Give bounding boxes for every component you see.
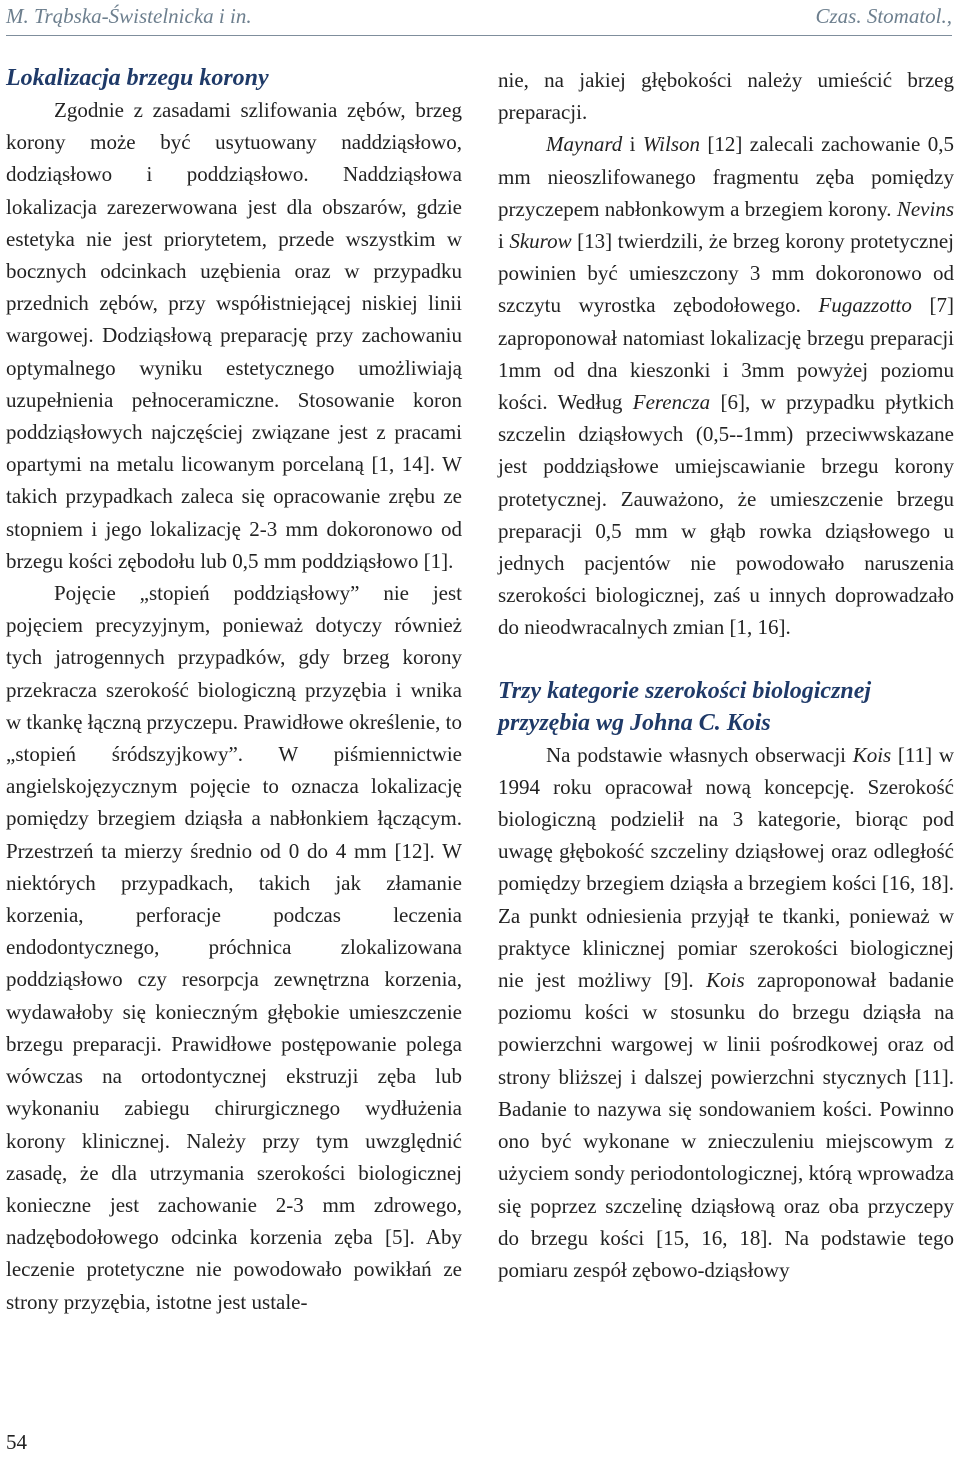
text-run: i — [622, 132, 643, 157]
running-header-journal: Czas. Stomatol., — [815, 4, 952, 28]
heading-line: Trzy kategorie szerokości biologicznej — [498, 677, 872, 704]
paragraph: Pojęcie „stopień poddziąsłowy” nie jest pojęciem precyzyjnym, ponieważ dotyczy również tych jatrogennych przypadków, gdy brzeg korony przekracza szerokość biologiczną przyzębia i wnika w tkankę łączną przyczepu. Prawidłowe określenie, to „stopień śródszyjkowy”. W piśmiennictwie angielskojęzycznym pojęcie to oznacza lokalizację pomiędzy brzegiem dziąsła a nabłonkiem łączącym. Przestrzeń ta mierzy średnio od 0 do 4 mm [12]. W niektórych przypadkach, takich jak złamanie korzenia, perforacje podczas leczenia endodontycznego, próchnica zlokalizowana poddziąsłowo czy resorpcja zewnętrzna korzenia, wydawałoby się konieczným głębokie umieszczenie brzegu preparacji. Prawidłowe postępowanie polega wówczas na ortodontycznej ekstruzji zęba lub wykonaniu zabiegu chirurgicznego wydłużenia korony klinicznej. Należy przy tym uwzględnić zasadę, że dla utrzymania szerokości biologicznej konieczne jest zachowanie 2-3 mm zdrowego, nadzębodołowego odcinka korzenia zęba [5]. Aby leczenie protetyczne nie powodowało powikłań ze strony przyzębia, istotne jest ustale- — [6, 581, 462, 1314]
running-header-authors: M. Trąbska-Świstelnicka i in. — [6, 4, 252, 28]
text-run: [6], w przypadku płytkich szczelin dziąsłowych (0,5--1mm) przeciwwskazane jest poddziąsłowe umiejscawianie brzegu korony protetycznej. Zauważono, że umieszczenie brzegu preparacji 0,5 mm w głąb rowka dziąsłowego u jednych pacjentów nie powodowało naruszenia szerokości biologicznej, zaś u innych doprowadzało do nieodwracalnych zmian [1, 16]. — [498, 390, 954, 640]
author-name: Skurow — [509, 229, 572, 254]
section-heading-crown-margin: Lokalizacja brzegu korony — [6, 65, 269, 91]
text-run: [7] zaproponował natomiast lokalizację brzegu preparacji 1mm od dna kieszonki i 3mm powyżej poziomu kości. Według — [498, 293, 954, 415]
author-name: Wilson — [642, 132, 701, 157]
text-run: [13] twierdzili, że brzeg korony protetycznej powinien być umieszczony 3 mm dokoronowo od szczytu wyrostka zębodołowego. — [498, 229, 954, 318]
text-run: zaproponował badanie poziomu kości w stosunku do brzegu dziąsła na powierzchni wargowej w linii pośrodkowej oraz od strony bliższej i dalszej powierzchni stycznych [11]. Badanie to nazywa się sondowaniem kości. Powinno ono być wykonane w znieczuleniu miejscowym z użyciem sondy periodontologicznej, którą wprowadza się poprzez szczelinę dziąsłową oraz oba przyczepy do brzegu kości [15, 16, 18]. Na podstawie tego pomiaru zespół zębowo-dziąsłowy — [498, 968, 954, 1282]
text-run: Na podstawie własnych obserwacji — [546, 742, 853, 767]
author-name: Fugazzotto — [818, 293, 912, 318]
heading-line: przyzębia wg Johna C. Kois — [498, 709, 771, 736]
left-column — [6, 62, 462, 1318]
text-run: i — [498, 229, 510, 254]
paragraph — [498, 739, 954, 1286]
page-number: 54 — [6, 1430, 27, 1454]
author-name: Maynard — [546, 132, 623, 157]
paragraph: nie, na jakiej głębokości należy umieścić brzeg preparacji. — [498, 68, 954, 125]
paragraph: Zgodnie z zasadami szlifowania zębów, brzeg korony może być usytuowany naddziąsłowo, dodziąsłowo i poddziąsłowo. Naddziąsłowa lokalizacja zarezerwowana jest dla obszarów, gdzie estetyka nie jest priorytetem, przede wszystkim w bocznych odcinkach uzębienia oraz w przypadku przednich zębów, przy współistniejącej niskiej linii wargowej. Dodziąsłową preparację przy zachowaniu optymalnego wyniku estetycznego umożliwiają uzupełnienia pełnoceramiczne. Stosowanie koron poddziąsłowych najczęściej związane jest z pracami opartymi na metalu licowanym porcelaną [1, 14]. W takich przypadkach zaleca się opracowanie zrębu ze stopniem i jego lokalizację 2-3 mm dokoronowo od brzegu kości zębodołu lub 0,5 mm poddziąsłowo [1]. — [6, 98, 462, 573]
author-name: Kois — [706, 968, 745, 993]
header-divider — [6, 35, 952, 36]
paragraph — [498, 128, 954, 643]
text-run: [11] w 1994 roku opracował nową koncepcję. Szerokość biologiczną podzielił na 3 kategorie, biorąc pod uwagę głębokość szczeliny dziąsłowej oraz odległość pomiędzy brzegiem dziąsła a brzegiem kości [16, 18]. Za punkt odniesienia przyjął te tkanki, ponieważ w praktyce klinicznej pomiar szerokości biologicznej nie jest możliwy [9]. — [498, 742, 954, 993]
author-name: Kois — [852, 742, 892, 767]
author-name: Ferencza — [632, 390, 711, 415]
text-run: [12] zalecali zachowanie 0,5 mm nieoszlifowanego fragmentu zęba pomiędzy przyczepem nabłonkowym a brzegiem korony. — [498, 132, 954, 221]
author-name: Nevins — [896, 196, 954, 221]
section-heading-kois-categories — [498, 675, 954, 739]
right-column — [498, 64, 954, 1286]
